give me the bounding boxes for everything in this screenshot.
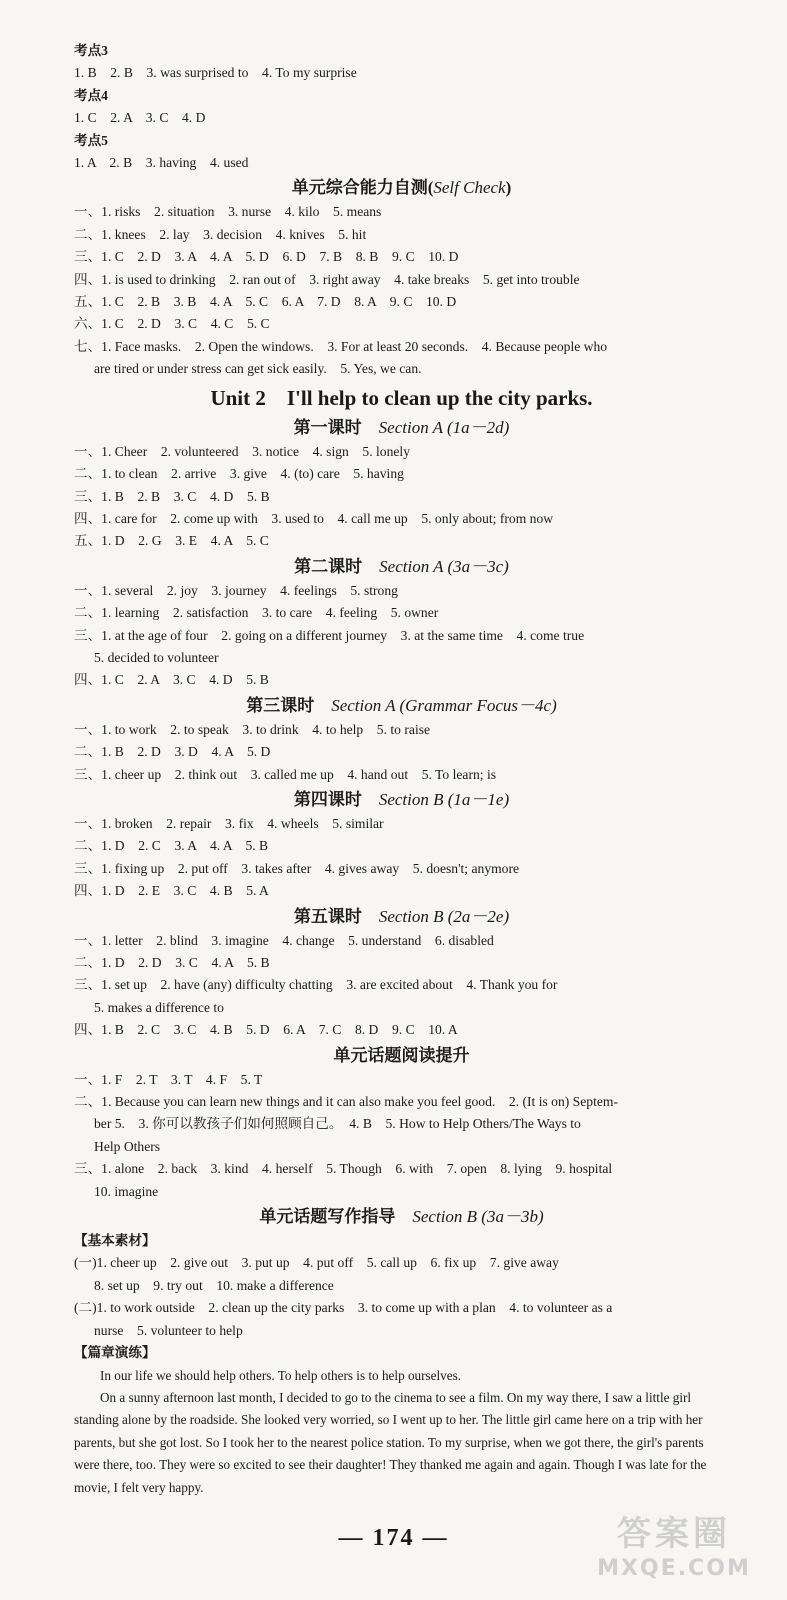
answer-line: 四、1. B 2. C 3. C 4. B 5. D 6. A 7. C 8. D 9. C 10. A: [74, 1022, 458, 1038]
answer-line: 8. set up 9. try out 10. make a difference: [94, 1277, 334, 1293]
answer-line: 二、1. knees 2. lay 3. decision 4. knives 5. hit: [74, 226, 367, 242]
answer-line: 三、1. C 2. D 3. A 4. A 5. D 6. D 7. B 8. B 9. C 10. D: [74, 249, 459, 265]
answer-line: 六、1. C 2. D 3. C 4. C 5. C: [74, 316, 270, 332]
self-check-title-en: Self Check: [433, 178, 506, 198]
answer-line: 四、1. C 2. A 3. C 4. D 5. B: [74, 672, 269, 688]
answer-line: 一、1. risks 2. situation 3. nurse 4. kilo 5. means: [74, 204, 382, 220]
answer-line: 二、1. D 2. D 3. C 4. A 5. B: [74, 955, 270, 970]
answer-line: 三、1. set up 2. have (any) difficulty chatting 3. are excited about 4. Thank you for: [74, 977, 558, 993]
section-heading: 考点5: [74, 132, 108, 148]
lesson-title-en: Section B (2a－2e): [378, 906, 510, 926]
reading-answers: [74, 1069, 729, 1203]
answer-line: 一、1. broken 2. repair 3. fix 4. wheels 5. similar: [74, 815, 384, 831]
answer-line: 1. C 2. A 3. C 4. D: [74, 110, 206, 126]
lesson-title: [74, 692, 729, 719]
answer-line: 四、1. D 2. E 3. C 4. B 5. A: [74, 883, 269, 899]
writing-title-en: Section B (3a－3b): [412, 1207, 544, 1227]
answer-line: 5. decided to volunteer: [94, 649, 219, 665]
lesson-answers: [74, 930, 729, 1042]
answer-line: 10. imagine: [94, 1183, 159, 1199]
answer-line: 一、1. letter 2. blind 3. imagine 4. change 5. understand 6. disabled: [74, 932, 494, 948]
answer-line: 四、1. care for 2. come up with 3. used to 4. call me up 5. only about; from now: [74, 510, 554, 526]
answer-line: 二、1. learning 2. satisfaction 3. to care 4. feeling 5. owner: [74, 605, 439, 621]
watermark-logo: [579, 1512, 769, 1592]
answer-line: 三、1. fixing up 2. put off 3. takes after 4. gives away 5. doesn't; anymore: [74, 860, 520, 876]
answer-line: 一、1. F 2. T 3. T 4. F 5. T: [74, 1071, 263, 1087]
watermark-bottom: MXQE.COM: [597, 1556, 751, 1581]
lesson-title: [74, 903, 729, 930]
lesson-answers: [74, 580, 729, 692]
lesson-title-cn: 第五课时: [293, 906, 362, 926]
lesson-title-en: Section A (3a－3c): [379, 556, 509, 576]
answer-line: 三、1. alone 2. back 3. kind 4. herself 5. Though 6. with 7. open 8. lying 9. hospital: [74, 1161, 613, 1177]
answer-line: 一、1. several 2. joy 3. journey 4. feelings 5. strong: [74, 582, 398, 598]
answer-line: (一)1. cheer up 2. give out 3. put up 4. put off 5. call up 6. fix up 7. give away: [74, 1255, 559, 1271]
answer-line: 三、1. cheer up 2. think out 3. called me up 4. hand out 5. To learn; is: [74, 766, 497, 782]
essay-paragraph: On a sunny afternoon last month, I decided to go to the cinema to see a film. On my way there, I saw a little girl standing alone by the roadside. She looked very worried, so I went up to her. The little girl came here on a trip with her parents, but she got lost. So I took her to the nearest police station. To my surprise, when we got there, the girl's parents were there, too. They were so excited to see their daughter! They thanked me again and again. Though I was late for the movie, I felt very happy.: [74, 1389, 707, 1495]
writing-title: [74, 1203, 729, 1230]
lesson-title: [74, 414, 729, 441]
answer-line: 四、1. is used to drinking 2. ran out of 3. right away 4. take breaks 5. get into trouble: [74, 271, 580, 287]
reading-title: 单元话题阅读提升: [333, 1045, 470, 1065]
answer-line: are tired or under stress can get sick easily. 5. Yes, we can.: [94, 361, 422, 377]
section-heading: 考点4: [74, 87, 108, 103]
answer-line: (二)1. to work outside 2. clean up the city parks 3. to come up with a plan 4. to volunteer as a: [74, 1300, 613, 1316]
lesson-title-cn: 第一课时: [293, 417, 362, 437]
answer-line: 5. makes a difference to: [94, 999, 224, 1015]
lesson-title: [74, 786, 729, 813]
lesson-answers: [74, 441, 729, 553]
lesson-title-en: Section B (1a－1e): [378, 789, 510, 809]
lesson-title-cn: 第四课时: [293, 789, 362, 809]
lesson-title-cn: 第二课时: [294, 556, 363, 576]
answer-line: 1. B 2. B 3. was surprised to 4. To my surprise: [74, 65, 357, 81]
answer-line: 五、1. D 2. G 3. E 4. A 5. C: [74, 533, 269, 549]
answer-line: 二、1. B 2. D 3. D 4. A 5. D: [74, 744, 271, 760]
answer-line: 二、1. D 2. C 3. A 4. A 5. B: [74, 838, 269, 854]
section-heading: 考点3: [74, 43, 108, 58]
page-number: — 174 —: [338, 1525, 449, 1551]
answer-line: nurse 5. volunteer to help: [94, 1322, 243, 1338]
answer-line: 二、1. to clean 2. arrive 3. give 4. (to) care 5. having: [74, 466, 404, 482]
writing-title-cn: 单元话题写作指导: [259, 1207, 396, 1227]
lesson-answers: [74, 719, 729, 786]
answer-line: ber 5. 3. 你可以教孩子们如何照顾自己。 4. B 5. How to Help Others/The Ways to: [94, 1116, 581, 1132]
lesson-title-en: Section A (1a－2d): [378, 417, 510, 437]
sample-essay: [74, 1365, 729, 1499]
answer-line: 七、1. Face masks. 2. Open the windows. 3. For at least 20 seconds. 4. Because people who: [74, 338, 608, 354]
lesson-title: [74, 553, 729, 580]
answer-line: 一、1. to work 2. to speak 3. to drink 4. to help 5. to raise: [74, 721, 431, 737]
lesson-title-en: Section A (Grammar Focus－4c): [331, 695, 557, 715]
answer-line: 二、1. Because you can learn new things and it can also make you feel good. 2. (It is on) Septem-: [74, 1094, 618, 1110]
answer-line: 一、1. Cheer 2. volunteered 3. notice 4. sign 5. lonely: [74, 443, 411, 459]
lessons: [74, 414, 729, 1042]
lesson-answers: [74, 813, 729, 903]
lesson-title-cn: 第三课时: [246, 695, 315, 715]
answer-line: 五、1. C 2. B 3. B 4. A 5. C 6. A 7. D 8. A 9. C 10. D: [74, 294, 457, 310]
self-check-title: 单元综合能力自测(Self Check): [291, 178, 512, 198]
section-heading: 【基本素材】: [74, 1233, 156, 1249]
writing-answers: [74, 1230, 729, 1364]
answer-line: 1. A 2. B 3. having 4. used: [74, 155, 249, 171]
self-check-answers: [74, 201, 729, 380]
unit-title: Unit 2 I'll help to clean up the city parks.: [210, 385, 593, 410]
section-heading: 【篇章演练】: [74, 1345, 156, 1361]
answer-line: 三、1. at the age of four 2. going on a different journey 3. at the same time 4. come true: [74, 627, 585, 643]
top-answers: [74, 40, 729, 174]
self-check-title-cn: 单元综合能力自测: [291, 178, 428, 198]
answer-line: Help Others: [94, 1138, 161, 1154]
answer-line: 三、1. B 2. B 3. C 4. D 5. B: [74, 488, 270, 504]
watermark-top: 答案圈: [617, 1514, 731, 1554]
essay-paragraph: In our life we should help others. To help others is to help ourselves.: [100, 1367, 462, 1383]
